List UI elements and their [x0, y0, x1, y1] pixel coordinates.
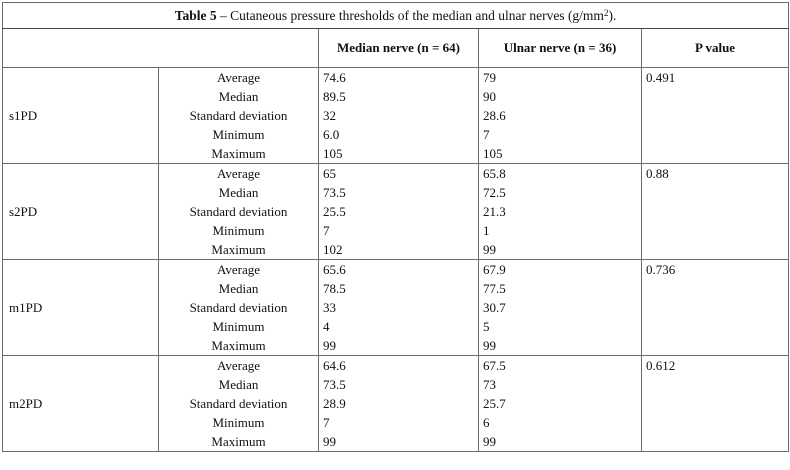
median-nerve-n: (n = 64) [417, 40, 460, 55]
p-value [642, 221, 789, 240]
median-nerve-value: 99 [319, 432, 479, 452]
ulnar-nerve-value: 5 [479, 317, 642, 336]
stat-label: Minimum [159, 125, 319, 144]
group-label: m1PD [3, 260, 159, 356]
p-value [642, 394, 789, 413]
table-row [3, 356, 789, 376]
median-nerve-value: 25.5 [319, 202, 479, 221]
ulnar-nerve-value: 105 [479, 144, 642, 164]
ulnar-nerve-value: 90 [479, 87, 642, 106]
ulnar-nerve-value: 72.5 [479, 183, 642, 202]
p-value [642, 240, 789, 260]
p-value [642, 298, 789, 317]
stat-label: Average [159, 260, 319, 280]
median-nerve-value: 73.5 [319, 375, 479, 394]
median-nerve-value: 105 [319, 144, 479, 164]
p-value: 0.612 [642, 356, 789, 376]
table-row [3, 68, 789, 88]
ulnar-nerve-label: Ulnar nerve [503, 40, 571, 55]
median-nerve-value: 4 [319, 317, 479, 336]
median-nerve-value: 102 [319, 240, 479, 260]
stat-label: Median [159, 375, 319, 394]
p-value [642, 279, 789, 298]
p-value [642, 106, 789, 125]
group-label: m2PD [3, 356, 159, 452]
ulnar-nerve-value: 30.7 [479, 298, 642, 317]
stat-label: Standard deviation [159, 298, 319, 317]
table-number: Table 5 [174, 7, 217, 23]
ulnar-nerve-value: 79 [479, 68, 642, 88]
title-superscript: 2 [603, 7, 609, 18]
ulnar-nerve-value: 7 [479, 125, 642, 144]
p-value [642, 183, 789, 202]
p-value: 0.736 [642, 260, 789, 280]
ulnar-nerve-value: 99 [479, 432, 642, 452]
ulnar-nerve-value: 77.5 [479, 279, 642, 298]
header-ulnar-nerve [479, 29, 642, 68]
p-value: 0.491 [642, 68, 789, 88]
median-nerve-value: 74.6 [319, 68, 479, 88]
p-value [642, 375, 789, 394]
median-nerve-value: 65.6 [319, 260, 479, 280]
p-value [642, 432, 789, 452]
ulnar-nerve-value: 67.9 [479, 260, 642, 280]
ulnar-nerve-value: 99 [479, 240, 642, 260]
median-nerve-value: 65 [319, 164, 479, 184]
stat-label: Maximum [159, 432, 319, 452]
ulnar-nerve-value: 65.8 [479, 164, 642, 184]
stat-label: Median [159, 87, 319, 106]
p-value [642, 336, 789, 356]
ulnar-nerve-value: 28.6 [479, 106, 642, 125]
median-nerve-value: 89.5 [319, 87, 479, 106]
median-nerve-value: 33 [319, 298, 479, 317]
ulnar-nerve-n: (n = 36) [573, 40, 617, 55]
p-value: 0.88 [642, 164, 789, 184]
median-nerve-value: 99 [319, 336, 479, 356]
ulnar-nerve-value: 67.5 [479, 356, 642, 376]
stat-label: Average [159, 68, 319, 88]
ulnar-nerve-value: 25.7 [479, 394, 642, 413]
data-table [2, 2, 789, 452]
stat-label: Minimum [159, 317, 319, 336]
stat-label: Minimum [159, 221, 319, 240]
median-nerve-value: 7 [319, 413, 479, 432]
stat-label: Minimum [159, 413, 319, 432]
median-nerve-value: 6.0 [319, 125, 479, 144]
table-title: – Cutaneous pressure thresholds of the median and ulnar nerves (g/mm [216, 7, 604, 23]
stat-label: Median [159, 183, 319, 202]
header-p-value: P value [642, 29, 789, 68]
p-value [642, 125, 789, 144]
header-median-nerve [319, 29, 479, 68]
group-label: s2PD [3, 164, 159, 260]
median-nerve-value: 64.6 [319, 356, 479, 376]
p-value [642, 317, 789, 336]
header-blank [3, 29, 319, 68]
stat-label: Maximum [159, 240, 319, 260]
table-row [3, 260, 789, 280]
ulnar-nerve-value: 99 [479, 336, 642, 356]
p-value [642, 144, 789, 164]
stat-label: Standard deviation [159, 202, 319, 221]
ulnar-nerve-value: 21.3 [479, 202, 642, 221]
median-nerve-value: 7 [319, 221, 479, 240]
p-value [642, 413, 789, 432]
table-body [3, 68, 789, 452]
title-end: ). [608, 7, 617, 23]
stat-label: Standard deviation [159, 106, 319, 125]
p-value [642, 87, 789, 106]
stat-label: Maximum [159, 336, 319, 356]
ulnar-nerve-value: 1 [479, 221, 642, 240]
table-caption [3, 3, 789, 29]
median-nerve-value: 28.9 [319, 394, 479, 413]
stat-label: Standard deviation [159, 394, 319, 413]
median-nerve-value: 32 [319, 106, 479, 125]
ulnar-nerve-value: 6 [479, 413, 642, 432]
table-container [2, 2, 788, 452]
stat-label: Maximum [159, 144, 319, 164]
stat-label: Median [159, 279, 319, 298]
median-nerve-label: Median nerve [337, 40, 414, 55]
stat-label: Average [159, 356, 319, 376]
table-row [3, 164, 789, 184]
median-nerve-value: 73.5 [319, 183, 479, 202]
stat-label: Average [159, 164, 319, 184]
p-value [642, 202, 789, 221]
median-nerve-value: 78.5 [319, 279, 479, 298]
ulnar-nerve-value: 73 [479, 375, 642, 394]
group-label: s1PD [3, 68, 159, 164]
